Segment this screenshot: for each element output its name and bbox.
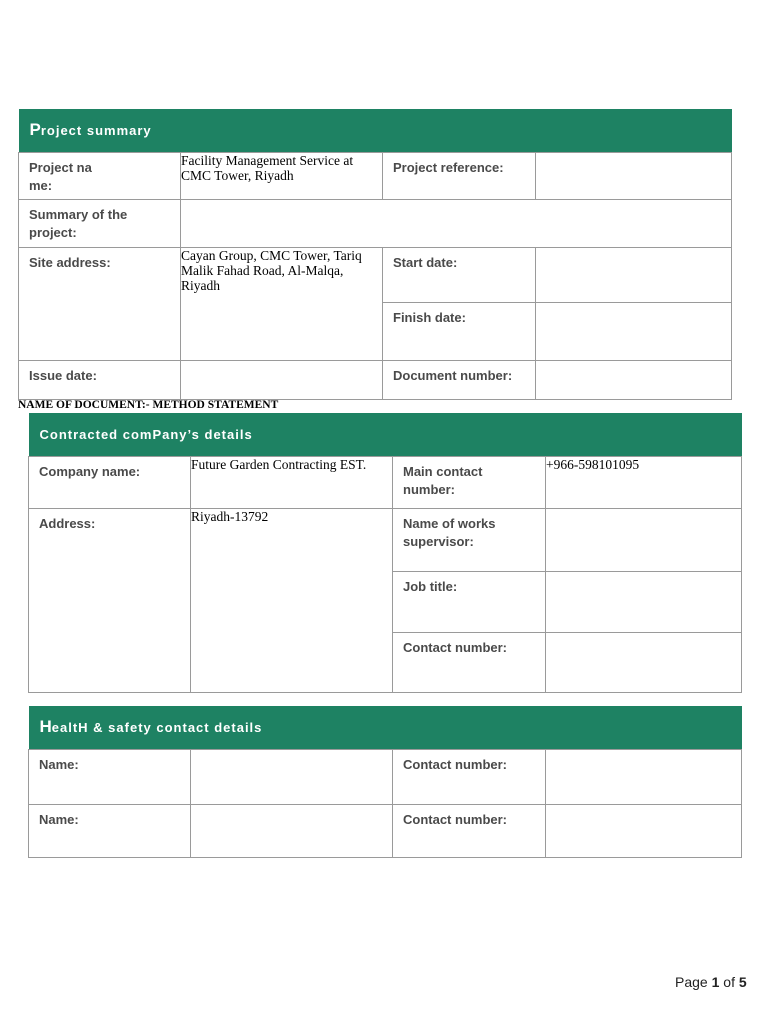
project-name-label: Project na me: [19, 152, 181, 199]
hs-name-label: Name: [29, 804, 191, 857]
job-title-label: Job title: [393, 571, 546, 632]
hs-name-label: Name: [29, 749, 191, 804]
project-summary-header [19, 109, 732, 152]
start-date-value [536, 247, 732, 302]
page-prefix: Page [675, 974, 708, 990]
hs-contact-label: Contact number: [393, 804, 546, 857]
finish-date-value [536, 302, 732, 360]
hs-contact-label: Contact number: [393, 749, 546, 804]
page-current: 1 [711, 974, 720, 990]
project-summary-title-initial: P [29, 120, 41, 140]
health-safety-title: ealtH & safety contact details [51, 720, 263, 736]
project-reference-value [536, 152, 732, 199]
start-date-label: Start date: [383, 247, 536, 302]
works-supervisor-label: Name of works supervisor: [393, 508, 546, 571]
health-safety-header [29, 706, 742, 749]
document-name: NAME OF DOCUMENT:- METHOD STATEMENT [18, 399, 279, 411]
site-address-value: Cayan Group, CMC Tower, Tariq Malik Fahad Road, Al-Malqa, Riyadh [181, 247, 383, 360]
issue-date-label: Issue date: [19, 360, 181, 399]
project-summary-title: roject summary [40, 123, 152, 139]
issue-date-value [181, 360, 383, 399]
contracted-company-header [29, 413, 742, 456]
contact-number-value [546, 632, 742, 692]
contracted-company-title: Contracted comPany’s details [39, 426, 253, 442]
document-number-value [536, 360, 732, 399]
hs-contact-value [546, 749, 742, 804]
project-summary-table [18, 109, 732, 400]
address-value: Riyadh-13792 [191, 508, 393, 692]
page-of: of [723, 974, 735, 990]
summary-value [181, 199, 732, 247]
contact-number-label: Contact number: [393, 632, 546, 692]
document-number-label: Document number: [383, 360, 536, 399]
page-number [675, 974, 747, 990]
main-contact-label: Main contact number: [393, 456, 546, 508]
contracted-company-table [28, 413, 742, 693]
hs-contact-value [546, 804, 742, 857]
hs-name-value [191, 749, 393, 804]
address-label: Address: [29, 508, 191, 692]
hs-name-value [191, 804, 393, 857]
health-safety-table [28, 706, 742, 858]
page-total: 5 [738, 974, 747, 990]
project-reference-label: Project reference: [383, 152, 536, 199]
finish-date-label: Finish date: [383, 302, 536, 360]
site-address-label: Site address: [19, 247, 181, 360]
health-safety-title-initial: H [39, 717, 52, 737]
main-contact-value: +966-598101095 [546, 456, 742, 508]
works-supervisor-value [546, 508, 742, 571]
company-name-label: Company name: [29, 456, 191, 508]
project-name-value: Facility Management Service at CMC Tower, Riyadh [181, 152, 383, 199]
job-title-value [546, 571, 742, 632]
company-name-value: Future Garden Contracting EST. [191, 456, 393, 508]
summary-label: Summary of the project: [19, 199, 181, 247]
